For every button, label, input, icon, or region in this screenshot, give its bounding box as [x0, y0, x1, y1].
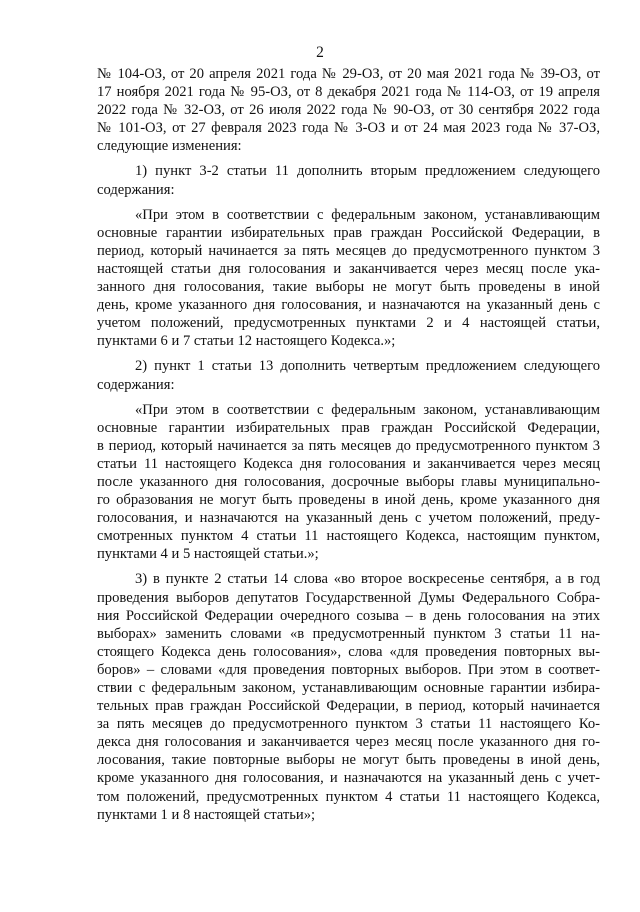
- text-line: тельных прав граждан Российской Федерации, в период, который начинается: [97, 698, 600, 715]
- text-line: 3) в пункте 2 статьи 14 слова «во второе воскресенье сентября, а в год: [135, 571, 600, 588]
- text-line: «При этом в соответствии с федеральным законом, устанавливающим: [135, 401, 600, 418]
- text-line: день, кроме указанного дня голосования, и назначаются на указанный день с: [97, 297, 600, 314]
- text-line: занного дня голосования, такие выборы не могут быть проведены в иной: [97, 279, 600, 296]
- text-line: ствии с федеральным законом, устанавливающим основные гарантии избира-: [97, 680, 600, 696]
- text-line: «При этом в соответствии с федеральным законом, устанавливающим: [135, 206, 600, 223]
- text-line: № 104-ОЗ, от 20 апреля 2021 года № 29-ОЗ, от 20 мая 2021 года № 39-ОЗ, от: [97, 66, 600, 82]
- text-line: боров» – словами «для проведения повторных выборов. При этом в соответ-: [97, 661, 600, 678]
- text-line: содержания:: [97, 376, 175, 393]
- text-line: 17 ноября 2021 года № 95-ОЗ, от 8 декабря 2021 года № 114-ОЗ, от 19 апреля: [97, 84, 600, 101]
- text-line: за пять месяцев до предусмотренного пунктом 3 статьи 11 настоящего Ко-: [97, 716, 600, 733]
- text-line: № 101-ОЗ, от 27 февраля 2023 года № 3-ОЗ и от 24 мая 2023 года № 37-ОЗ,: [97, 120, 600, 137]
- text-line: пунктами 1 и 8 настоящей статьи»;: [97, 806, 316, 823]
- paragraph: [97, 357, 600, 393]
- text-line: в период, который начинается за пять месяцев до предусмотренного пунктом 3: [97, 437, 600, 454]
- text-line: ния Российской Федерации очередного созыва – в день голосования на этих: [97, 607, 600, 624]
- text-line: 2022 года № 32-ОЗ, от 26 июля 2022 года № 90-ОЗ, от 30 сентября 2022 года: [97, 102, 600, 119]
- text-line: том положений, предусмотренных пунктом 4 статьи 11 настоящего Кодекса,: [97, 788, 600, 805]
- text-line: голосования, и назначаются на указанный день с учетом положений, преду-: [97, 510, 600, 527]
- paragraph-gap: [97, 350, 600, 357]
- text-line: стоящего Кодекса день голосования», слова «для проведения повторных вы-: [97, 643, 600, 660]
- paragraph-gap: [97, 199, 600, 206]
- text-line: лосования, такие повторные выборы не могут быть проведены в иной день,: [97, 752, 600, 769]
- text-line: настоящей статьи дня голосования и заканчивается через месяц после ука-: [97, 260, 600, 277]
- text-line: смотренных пунктом 4 статьи 11 настоящего Кодекса, настоящим пунктом,: [97, 528, 600, 545]
- paragraph-gap: [97, 563, 600, 570]
- text-line: основные гарантии избирательных прав граждан Российской Федерации,: [97, 419, 600, 436]
- text-line: выборах» заменить словами «в предусмотренный пунктом 3 статьи 11 на-: [97, 625, 600, 642]
- text-line: после указанного дня голосования, досрочные выборы главы муниципально-: [97, 473, 600, 490]
- text-line: следующие изменения:: [97, 138, 242, 155]
- text-line: основные гарантии избирательных прав граждан Российской Федерации, в: [97, 224, 600, 241]
- text-line: проведения выборов депутатов Государственной Думы Федерального Собра-: [97, 589, 600, 606]
- paragraph: [97, 162, 600, 198]
- text-line: 2) пункт 1 статьи 13 дополнить четвертым предложением следующего: [135, 358, 600, 375]
- paragraph: [97, 206, 600, 351]
- paragraph: [97, 401, 600, 564]
- text-line: статьи 11 настоящего Кодекса дня голосования и заканчивается через месяц: [97, 455, 600, 472]
- text-line: кроме указанного дня голосования, и назначаются на указанный день с учет-: [97, 770, 600, 787]
- text-line: содержания:: [97, 181, 175, 198]
- text-line: декса дня голосования и заканчивается через месяц после указанного дня го-: [97, 734, 600, 751]
- page-number: 2: [316, 44, 324, 61]
- paragraph: [97, 570, 600, 823]
- text-line: 1) пункт 3-2 статьи 11 дополнить вторым предложением следующего: [135, 163, 600, 180]
- text-line: пунктами 6 и 7 статьи 12 настоящего Кодекса.»;: [97, 333, 396, 350]
- paragraph-gap: [97, 155, 600, 162]
- text-line: учетом положений, предусмотренных пунктами 2 и 4 настоящей статьи,: [97, 315, 600, 332]
- paragraph: [97, 65, 600, 155]
- text-line: пунктами 4 и 5 настоящей статьи.»;: [97, 546, 319, 563]
- text-line: го образования не могут быть проведены в иной день, кроме указанного дня: [97, 492, 600, 509]
- document-body: [97, 65, 600, 824]
- text-line: период, который начинается за пять месяцев до предусмотренного пунктом 3: [97, 242, 600, 259]
- paragraph-gap: [97, 394, 600, 401]
